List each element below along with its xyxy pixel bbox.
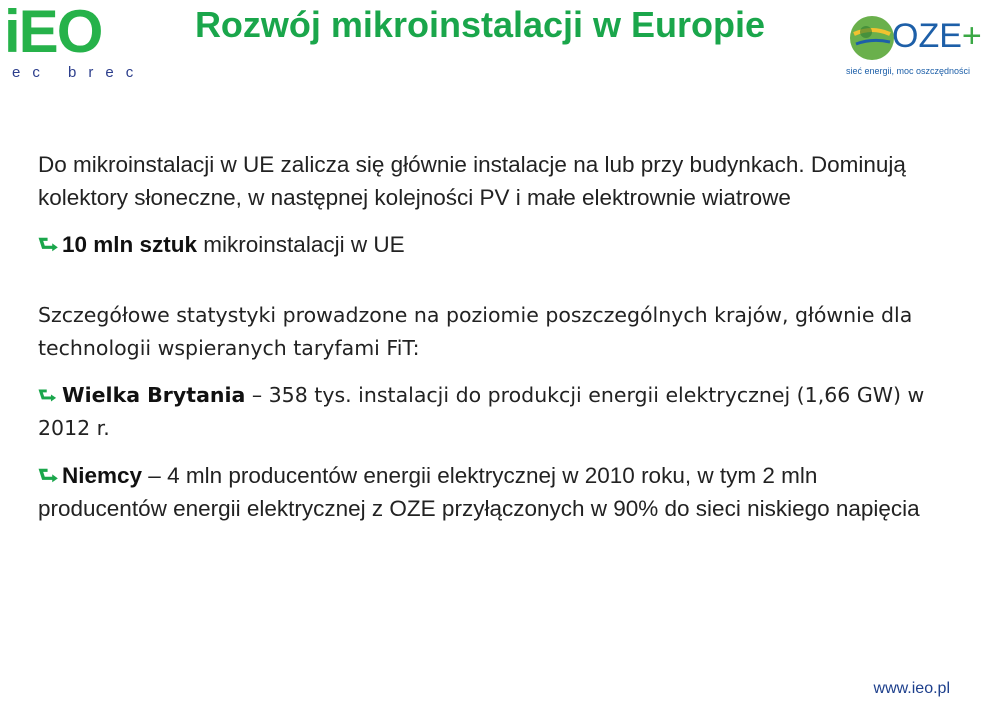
bullet-uk <box>38 379 928 445</box>
oze-logo-text <box>892 16 982 56</box>
arrow-right-icon: ⮑ <box>38 383 57 407</box>
arrow-right-icon: ⮑ <box>38 232 59 257</box>
arrow-right-icon: ⮑ <box>38 463 59 488</box>
oze-logo-word: OZE <box>892 17 962 55</box>
slide-content <box>38 148 928 525</box>
bullet-germany-text: – 4 mln producentów energii elektrycznej w 2010 roku, w tym 2 mln producentów energii elektrycznej z OZE przyłączonych w 90% do sieci niskiego napięcia <box>38 463 920 521</box>
slide-title: Rozwój mikroinstalacji w Europie <box>194 4 766 45</box>
oze-logo-tagline: sieć energii, moc oszczędności <box>846 66 971 76</box>
intro-paragraph: Do mikroinstalacji w UE zalicza się głównie instalacje na lub przy budynkach. Dominują kolektory słoneczne, w następnej kolejności PV i małe elektrownie wiatrowe <box>38 152 906 210</box>
oze-logo <box>846 10 982 80</box>
bullet-eu-count-bold: 10 mln sztuk <box>62 232 198 257</box>
globe-icon <box>846 12 898 64</box>
ieo-logo-subtext: ec brec <box>12 64 146 81</box>
bullet-germany-bold: Niemcy <box>62 463 143 488</box>
bullet-uk-text: – 358 tys. instalacji do produkcji energii elektrycznej (1,66 GW) w 2012 r. <box>38 383 925 440</box>
oze-logo-plus: + <box>961 17 982 55</box>
ieo-logo-text: iEO <box>4 0 102 65</box>
stats-paragraph: Szczegółowe statystyki prowadzone na poziomie poszczególnych krajów, głównie dla technologii wspieranych taryfami FiT: <box>38 303 913 360</box>
footer-url: www.ieo.pl <box>873 680 950 697</box>
bullet-uk-bold: Wielka Brytania <box>62 383 246 407</box>
bullet-eu-count <box>38 228 928 261</box>
bullet-germany <box>38 459 928 525</box>
bullet-eu-count-text: mikroinstalacji w UE <box>197 232 405 257</box>
